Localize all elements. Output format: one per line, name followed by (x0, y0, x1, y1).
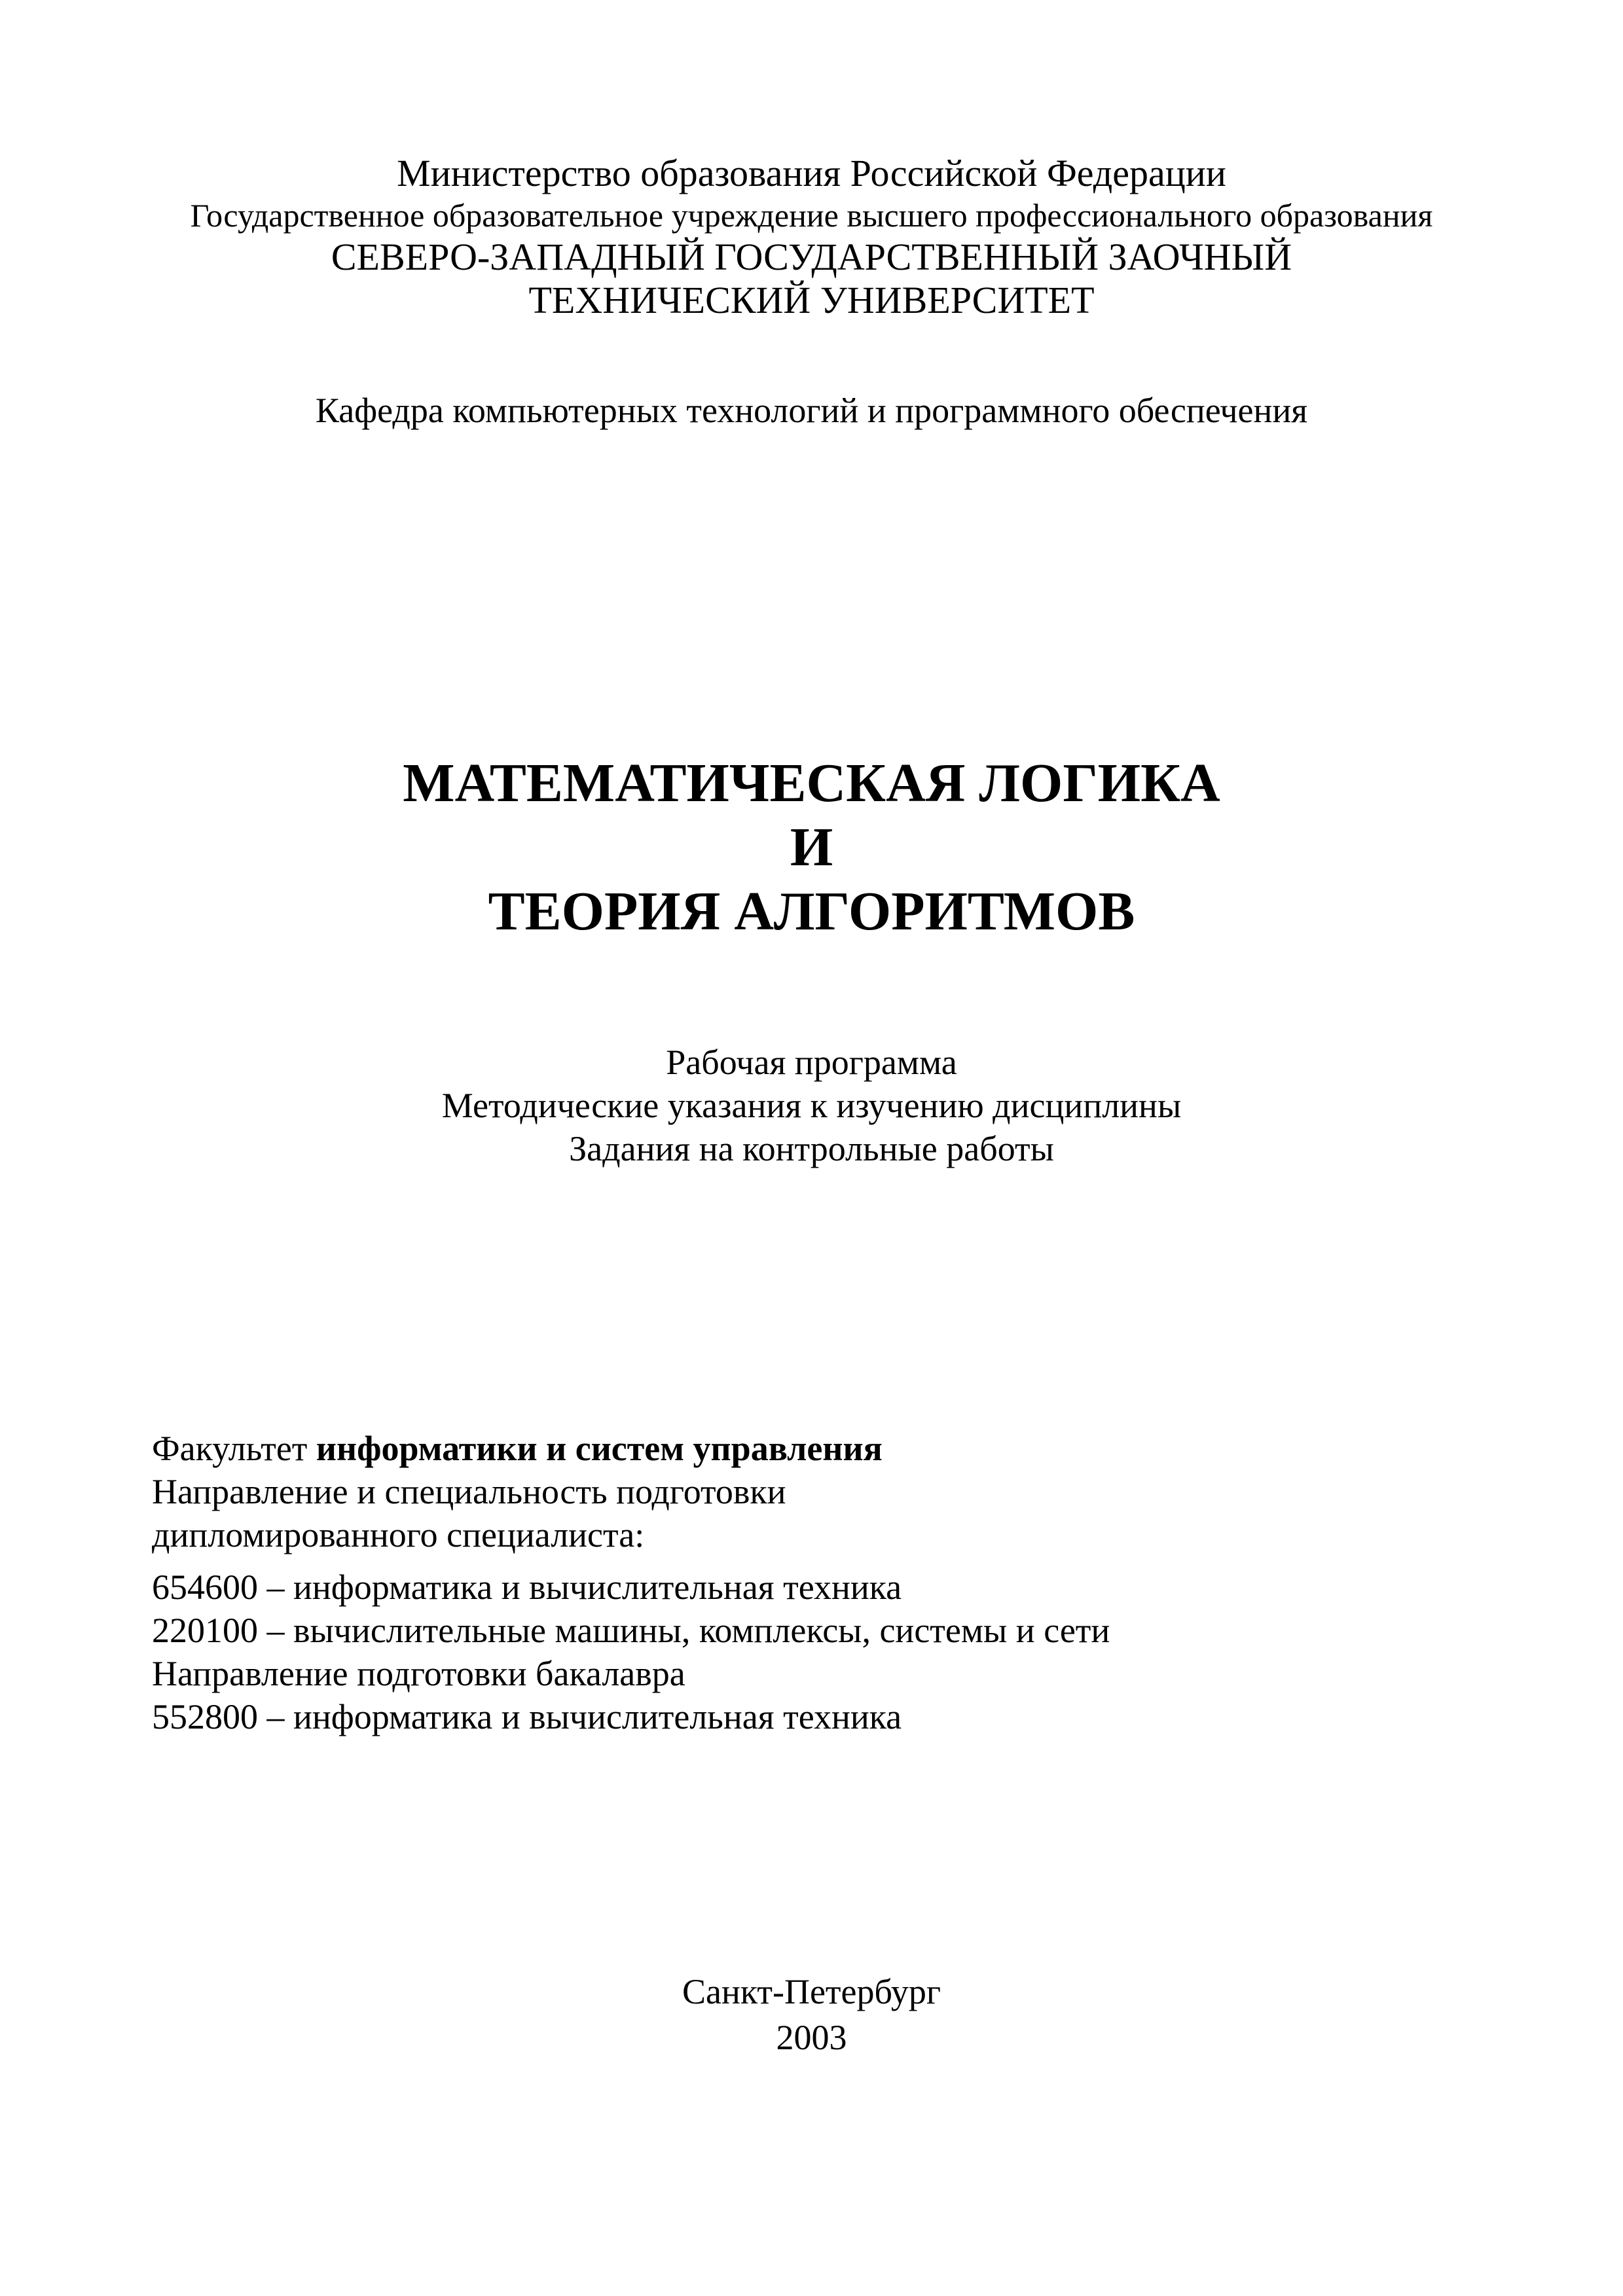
footer-block (0, 1969, 1623, 2060)
document-title (0, 751, 1623, 944)
university-name-line-2: ТЕХНИЧЕСКИЙ УНИВЕРСИТЕТ (528, 279, 1095, 321)
specialty-item: 220100 – вычислительные машины, комплексы, системы и сети (152, 1611, 1110, 1650)
subtitle-line-1: Рабочая программа (666, 1043, 957, 1082)
faculty-line (152, 1427, 1110, 1470)
faculty-name: информатики и систем управления (316, 1429, 883, 1468)
faculty-block (152, 1427, 1110, 1738)
bachelor-direction-line: Направление подготовки бакалавра (152, 1654, 685, 1693)
year-line: 2003 (776, 2018, 847, 2057)
document-subtitle (0, 1041, 1623, 1170)
subtitle-line-2: Методические указания к изучению дисциплины (441, 1086, 1182, 1125)
bachelor-specialty-item: 552800 – информатика и вычислительная техника (152, 1697, 902, 1736)
ministry-line: Министерство образования Российской Федерации (397, 152, 1226, 194)
university-name-line-1: СЕВЕРО-ЗАПАДНЫЙ ГОСУДАРСТВЕННЫЙ ЗАОЧНЫЙ (331, 236, 1292, 278)
city-line: Санкт-Петербург (682, 1972, 941, 2011)
title-line-3: ТЕОРИЯ АЛГОРИТМОВ (488, 881, 1135, 942)
faculty-label: Факультет (152, 1429, 316, 1468)
institution-type-line: Государственное образовательное учреждение высшего профессионального образования (190, 197, 1433, 234)
title-line-1: МАТЕМАТИЧЕСКАЯ ЛОГИКА (403, 753, 1220, 814)
spacer (152, 1556, 1110, 1566)
specialty-item: 654600 – информатика и вычислительная техника (152, 1568, 902, 1607)
direction-line-1: Направление и специальность подготовки (152, 1472, 786, 1511)
header-block (0, 152, 1623, 322)
direction-line-2: дипломированного специалиста: (152, 1515, 645, 1554)
department-line: Кафедра компьютерных технологий и программного обеспечения (315, 391, 1308, 430)
subtitle-line-3: Задания на контрольные работы (569, 1129, 1054, 1168)
title-line-2: И (790, 817, 833, 878)
